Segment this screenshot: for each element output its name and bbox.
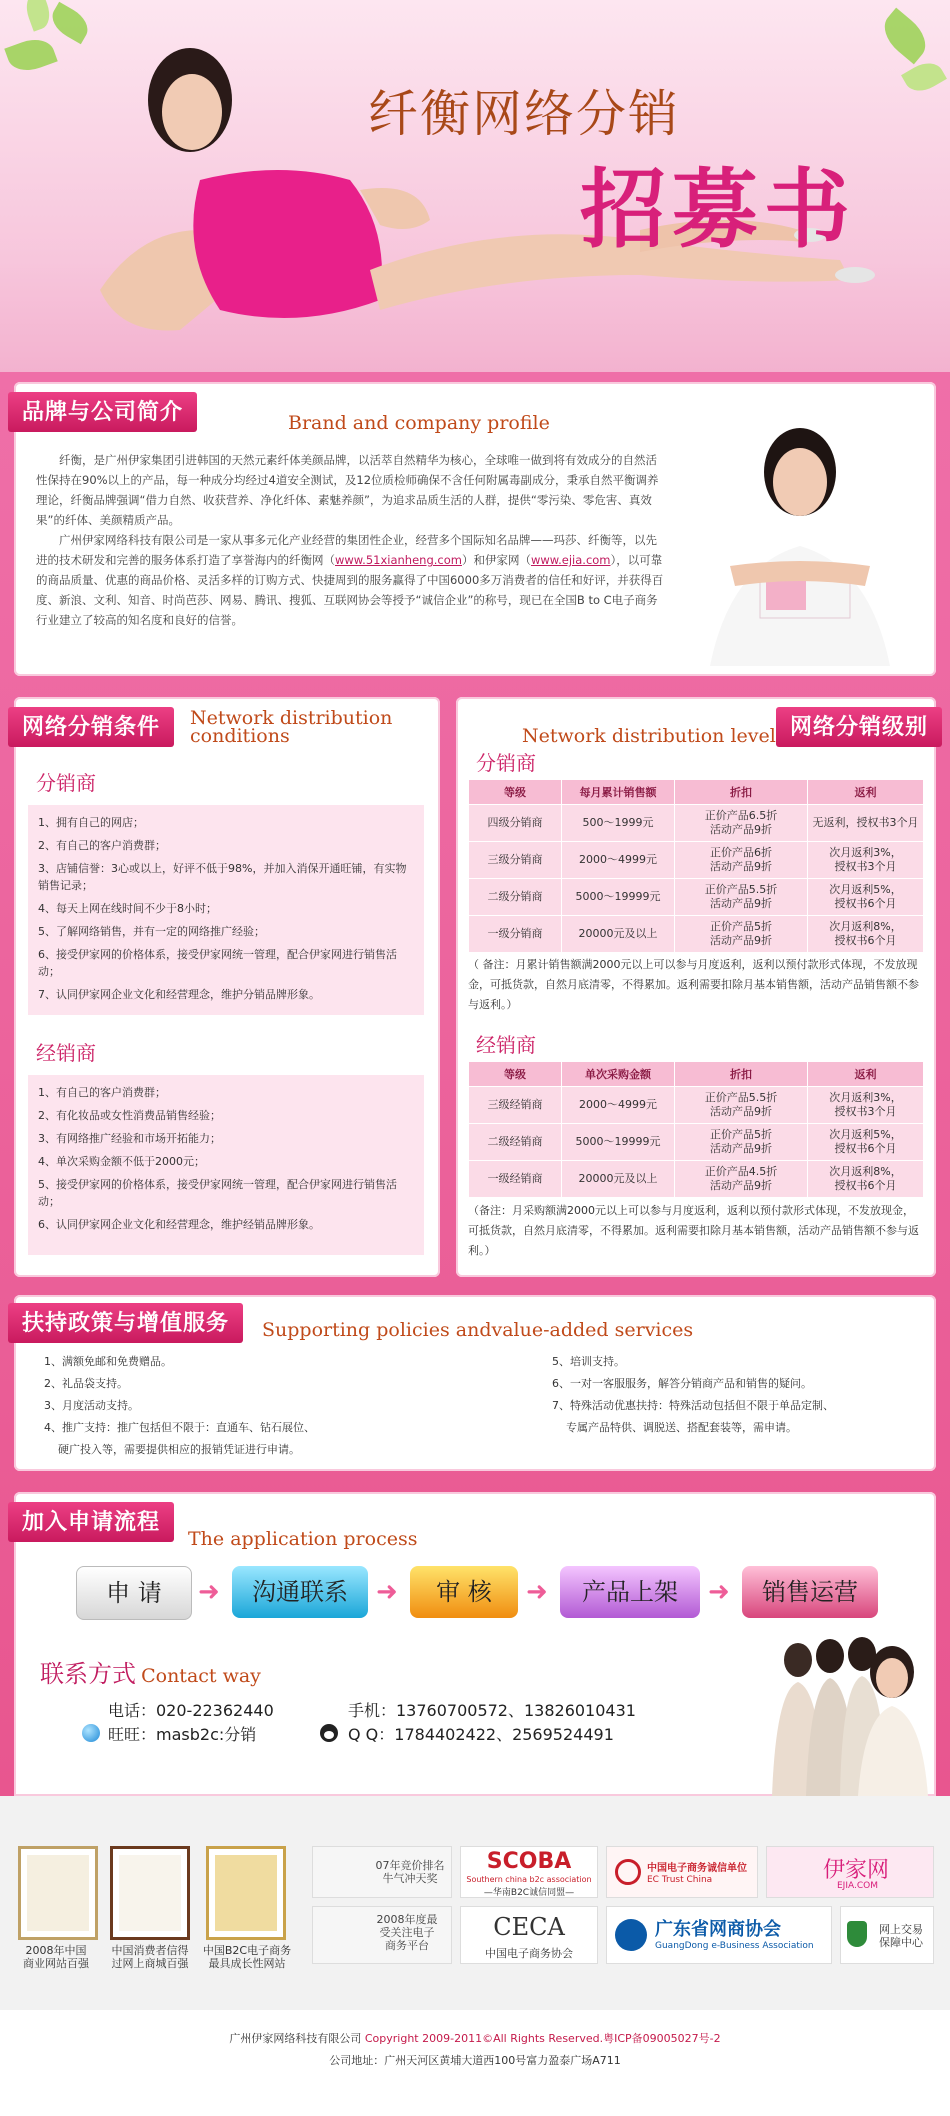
list-item: 3、有网络推广经验和市场开拓能力； bbox=[38, 1132, 221, 1145]
list-item: 6、一对一客服服务，解答分销商产品和销售的疑问。 bbox=[552, 1377, 812, 1390]
dealer-rebate-note: （备注：月采购额满2000元以上可以参与月度返利，返利以预付款形式体现，不发放现金，可抵货款，自然月底清零，不得累加。返利需要扣除月基本销售额，活动产品销售额不参与返利。） bbox=[468, 1204, 919, 1257]
list-item: 7、认同伊家网企业文化和经营理念，维护分销品牌形象。 bbox=[38, 988, 320, 1001]
list-item: 6、接受伊家网的价格体系，接受伊家网统一管理，配合伊家网进行销售活动； bbox=[38, 948, 397, 978]
table-cell: 四级分销商 bbox=[469, 805, 562, 842]
award-badge-2-text: 2008年度最 受关注电子 商务平台 bbox=[376, 1913, 438, 1952]
conditions-panel bbox=[14, 697, 440, 1277]
table-row bbox=[469, 805, 924, 842]
list-item: 专属产品特供、调脱送、搭配套装等，需申请。 bbox=[552, 1421, 797, 1434]
table-row bbox=[469, 1124, 924, 1161]
table-cell: 正价产品5.5折 活动产品9折 bbox=[675, 1087, 808, 1124]
ejia-logo-en: EJIA.COM bbox=[837, 1881, 878, 1891]
contact-wangwang: 旺旺：masb2c:分销 bbox=[108, 1725, 257, 1744]
table-cell: 正价产品6.5折 活动产品9折 bbox=[675, 805, 808, 842]
ceca-logo bbox=[460, 1906, 598, 1964]
table-row bbox=[469, 879, 924, 916]
column-header: 返利 bbox=[808, 780, 924, 805]
award-badge-1 bbox=[312, 1846, 452, 1898]
conditions-en-title-1: Network distribution bbox=[190, 707, 393, 729]
table-cell: 正价产品5.5折 活动产品9折 bbox=[675, 879, 808, 916]
certificate-3 bbox=[206, 1846, 286, 1940]
table-cell: 无返利，授权书3个月 bbox=[808, 805, 924, 842]
award-badge-2 bbox=[312, 1906, 452, 1964]
policy-list-left bbox=[44, 1351, 424, 1461]
list-item: 6、认同伊家网企业文化和经营理念，维护经销品牌形象。 bbox=[38, 1218, 320, 1231]
arrow-icon: ➜ bbox=[526, 1577, 548, 1607]
table-cell: 三级分销商 bbox=[469, 842, 562, 879]
column-header: 折扣 bbox=[675, 780, 808, 805]
table-cell: 次月返利5%， 授权书6个月 bbox=[808, 879, 924, 916]
ec-trust-logo-text: 中国电子商务诚信单位 bbox=[647, 1863, 747, 1874]
table-cell: 正价产品5折 活动产品9折 bbox=[675, 1124, 808, 1161]
levels-en-title: Network distribution level bbox=[522, 725, 776, 747]
distributor-subhead: 分销商 bbox=[36, 771, 96, 795]
process-en-title: The application process bbox=[188, 1528, 418, 1550]
list-item: 3、月度活动支持。 bbox=[44, 1399, 139, 1412]
footer-copyright: Copyright 2009-2011©All Rights Reserved.粤ICP备09005027号-2 bbox=[364, 2032, 721, 2045]
ec-trust-logo-icon bbox=[615, 1859, 641, 1885]
table-cell: 正价产品4.5折 活动产品9折 bbox=[675, 1161, 808, 1198]
certificate-2-caption: 中国消费者信得 过网上商城百强 bbox=[111, 1944, 189, 1970]
table-cell: 20000元及以上 bbox=[562, 1161, 675, 1198]
hero-subtitle: 招募书 bbox=[580, 159, 856, 260]
ec-trust-logo-en: EC Trust China bbox=[647, 1875, 713, 1885]
column-header: 折扣 bbox=[675, 1062, 808, 1087]
list-item: 5、接受伊家网的价格体系，接受伊家网统一管理，配合伊家网进行销售活动； bbox=[38, 1178, 397, 1208]
column-header: 等级 bbox=[469, 1062, 562, 1087]
qq-icon bbox=[320, 1724, 338, 1742]
dealer-subhead: 经销商 bbox=[36, 1041, 96, 1065]
list-item: 4、每天上网在线时间不少于8小时； bbox=[38, 902, 217, 915]
step-communicate: 沟通联系 bbox=[232, 1566, 368, 1618]
gd-ebusiness-logo-en: GuangDong e-Business Association bbox=[655, 1941, 814, 1951]
footer-line-1 bbox=[0, 2030, 950, 2046]
brand-intro-text bbox=[36, 450, 666, 630]
footer-company: 广州伊家网络科技有限公司 bbox=[229, 2032, 362, 2045]
policy-list-right bbox=[552, 1351, 912, 1439]
list-item: 4、推广支持：推广包括但不限于：直通车、钻石展位、 bbox=[44, 1421, 315, 1434]
list-item: 2、礼品袋支持。 bbox=[44, 1377, 128, 1390]
table-cell: 5000～19999元 bbox=[562, 1124, 675, 1161]
contact-title bbox=[40, 1654, 261, 1689]
brand-paragraph-1: 纤衡，是广州伊家集团引进韩国的天然元素纤体美颜品牌，以活萃自然精华为核心，全球唯一做到将有效成分的自然活性保持在90%以上的产品，每一种成分均经过4道安全测试，及12位质检师确保不含任何附属毒副成分，秉承自然平衡调养理论，纤衡品牌强调“借力自然、收获营养、净化纤体、素魅养颜”，为追求品质生活的人群，提供“零污染、零危害、真效果”的纤体、美颜精质产品。 bbox=[36, 453, 659, 527]
scoba-logo-subtitle: Southern china b2c association bbox=[466, 1875, 592, 1884]
table-cell: 正价产品5折 活动产品9折 bbox=[675, 916, 808, 953]
table-cell: 5000～19999元 bbox=[562, 879, 675, 916]
arrow-icon: ➜ bbox=[198, 1577, 220, 1607]
ceca-logo-cn: 中国电子商务协会 bbox=[485, 1947, 573, 1960]
policy-section-tag: 扶持政策与增值服务 bbox=[8, 1303, 243, 1343]
contact-phone: 电话：020-22362440 bbox=[108, 1701, 274, 1720]
step-apply: 申 请 bbox=[76, 1566, 192, 1620]
dealer-level-table bbox=[468, 1061, 924, 1198]
table-row bbox=[469, 916, 924, 953]
gd-ebusiness-logo-text: 广东省网商协会 bbox=[655, 1919, 781, 1940]
table-header-row bbox=[469, 1062, 924, 1087]
table-row bbox=[469, 1087, 924, 1124]
table-cell: 2000～4999元 bbox=[562, 1087, 675, 1124]
column-header: 返利 bbox=[808, 1062, 924, 1087]
scoba-logo-text: SCOBA bbox=[486, 1849, 572, 1874]
gd-ebusiness-logo bbox=[606, 1906, 832, 1964]
list-item: 5、了解网络销售，并有一定的网络推广经验； bbox=[38, 925, 265, 938]
table-cell: 二级分销商 bbox=[469, 879, 562, 916]
step-listing: 产品上架 bbox=[560, 1566, 700, 1618]
process-section-tag: 加入申请流程 bbox=[8, 1502, 174, 1542]
table-cell: 次月返利8%， 授权书6个月 bbox=[808, 916, 924, 953]
leaf-decoration bbox=[22, 0, 55, 32]
customer-service-team-photo bbox=[758, 1620, 930, 1796]
contact-title-en: Contact way bbox=[141, 1665, 261, 1687]
distributor-level-table bbox=[468, 779, 924, 953]
ec-trust-logo bbox=[606, 1846, 758, 1898]
trade-safety-logo bbox=[840, 1906, 934, 1964]
table-cell: 2000～4999元 bbox=[562, 842, 675, 879]
column-header: 每月累计销售额 bbox=[562, 780, 675, 805]
table-cell: 次月返利3%， 授权书3个月 bbox=[808, 842, 924, 879]
brand-paragraph-2 bbox=[36, 530, 666, 630]
spokes-model-photo bbox=[670, 416, 930, 666]
table-header-row bbox=[469, 780, 924, 805]
column-header: 等级 bbox=[469, 780, 562, 805]
step-operation: 销售运营 bbox=[742, 1566, 878, 1618]
ejia-link[interactable]: www.ejia.com bbox=[530, 553, 611, 567]
level-dealer-subhead: 经销商 bbox=[476, 1033, 536, 1057]
table-cell: 500～1999元 bbox=[562, 805, 675, 842]
brand-section-tag: 品牌与公司简介 bbox=[8, 392, 197, 432]
step-review: 审 核 bbox=[410, 1566, 518, 1618]
brand-paragraph-2c: ），以可靠的商品质量、优惠的商品价格、灵活多样的订购方式、快捷周到的服务赢得了中国6000多万消费者的信任和好评，并获得百度、新浪、文利、知音、时尚芭莎、网易、腾讯、搜狐、互联网协会等授予“诚信企业”的称号，现已在全国B to C电子商务行业建立了较高的知名度和良好的信誉。 bbox=[36, 553, 664, 627]
leaf-decoration bbox=[4, 33, 57, 77]
table-cell: 次月返利8%， 授权书6个月 bbox=[808, 1161, 924, 1198]
table-cell: 次月返利5%， 授权书6个月 bbox=[808, 1124, 924, 1161]
list-item: 1、有自己的客户消费群； bbox=[38, 1086, 166, 1099]
list-item: 4、单次采购金额不低于2000元； bbox=[38, 1155, 205, 1168]
table-row bbox=[469, 1161, 924, 1198]
list-item: 1、满额免邮和免费赠品。 bbox=[44, 1355, 172, 1368]
table-cell: 一级分销商 bbox=[469, 916, 562, 953]
policy-panel bbox=[14, 1295, 936, 1471]
certificate-1 bbox=[18, 1846, 98, 1940]
scoba-logo bbox=[460, 1846, 598, 1898]
policy-en-title: Supporting policies andvalue-added services bbox=[262, 1319, 694, 1341]
footer-address: 公司地址：广州天河区黄埔大道西100号富力盈泰广场A711 bbox=[329, 2054, 621, 2067]
award-badge-1-text: 07年竞价排名 牛气冲天奖 bbox=[375, 1859, 445, 1885]
ejia-logo-text: 伊家网 bbox=[823, 1858, 890, 1883]
table-cell: 20000元及以上 bbox=[562, 916, 675, 953]
brand-en-title: Brand and company profile bbox=[288, 412, 550, 434]
table-cell: 次月返利3%， 授权书3个月 bbox=[808, 1087, 924, 1124]
wangwang-icon bbox=[82, 1724, 100, 1742]
level-distributor-subhead: 分销商 bbox=[476, 751, 536, 775]
list-item: 3、店铺信誉：3心或以上，好评不低于98%，并加入消保开通旺铺，有实物销售记录； bbox=[38, 862, 407, 892]
contact-title-cn: 联系方式 bbox=[40, 1660, 136, 1688]
scoba-logo-cn: —华南B2C诚信同盟— bbox=[483, 1888, 575, 1898]
list-item: 2、有化妆品或女性消费品销售经验； bbox=[38, 1109, 221, 1122]
arrow-icon: ➜ bbox=[708, 1577, 730, 1607]
table-row bbox=[469, 842, 924, 879]
table-cell: 正价产品6折 活动产品9折 bbox=[675, 842, 808, 879]
hero-banner bbox=[0, 0, 950, 372]
certificate-2 bbox=[110, 1846, 190, 1940]
distributor-rebate-note: （ 备注：月累计销售额满2000元以上可以参与月度返利，返利以预付款形式体现，不发放现金，可抵货款，自然月底清零，不得累加。返利需要扣除月基本销售额，活动产品销售额不参与返利。） bbox=[468, 958, 919, 1011]
table-cell: 三级经销商 bbox=[469, 1087, 562, 1124]
table-cell: 二级经销商 bbox=[469, 1124, 562, 1161]
arrow-icon: ➜ bbox=[376, 1577, 398, 1607]
brand-paragraph-2a: 广州伊家网络科技有限公司是一家从事多元化产业经营的集团性企业，经营多个国际知名品牌——玛莎、纤衡等，以先进的技术研发和完善的服务体系打造了享誉海内的纤衡网（ bbox=[36, 533, 657, 567]
list-item: 1、拥有自己的网店； bbox=[38, 816, 144, 829]
shield-icon bbox=[847, 1921, 867, 1947]
brand-panel bbox=[14, 382, 936, 676]
levels-section-tag: 网络分销级别 bbox=[776, 707, 942, 747]
gd-ebusiness-logo-icon bbox=[615, 1919, 647, 1951]
xianheng-link[interactable]: www.51xianheng.com bbox=[335, 553, 462, 567]
list-item: 硬广投入等，需要提供相应的报销凭证进行申请。 bbox=[44, 1443, 300, 1456]
list-item: 7、特殊活动优惠扶持：特殊活动包括但不限于单品定制、 bbox=[552, 1399, 834, 1412]
certification-strip bbox=[0, 1796, 950, 2010]
certificate-3-caption: 中国B2C电子商务 最具成长性网站 bbox=[202, 1944, 292, 1970]
trade-safety-text: 网上交易 保障中心 bbox=[879, 1923, 923, 1949]
ejia-logo bbox=[766, 1846, 934, 1898]
distributor-conditions-list bbox=[28, 805, 424, 1015]
conditions-en-title-2: conditions bbox=[190, 725, 290, 747]
conditions-en-title bbox=[190, 709, 392, 745]
dealer-conditions-list bbox=[28, 1075, 424, 1255]
process-panel bbox=[14, 1492, 936, 1796]
levels-panel bbox=[456, 697, 936, 1277]
column-header: 单次采购金额 bbox=[562, 1062, 675, 1087]
contact-qq: Q Q：1784402422、2569524491 bbox=[348, 1725, 614, 1744]
hero-title: 纤衡网络分销 bbox=[368, 85, 680, 143]
table-cell: 一级经销商 bbox=[469, 1161, 562, 1198]
certificate-1-caption: 2008年中国 商业网站百强 bbox=[23, 1944, 89, 1970]
list-item: 2、有自己的客户消费群； bbox=[38, 839, 166, 852]
brand-paragraph-2b: ）和伊家网（ bbox=[461, 553, 531, 567]
list-item: 5、培训支持。 bbox=[552, 1355, 625, 1368]
contact-mobile: 手机：13760700572、13826010431 bbox=[348, 1701, 636, 1720]
conditions-section-tag: 网络分销条件 bbox=[8, 707, 174, 747]
ceca-logo-text: CECA bbox=[493, 1913, 565, 1941]
